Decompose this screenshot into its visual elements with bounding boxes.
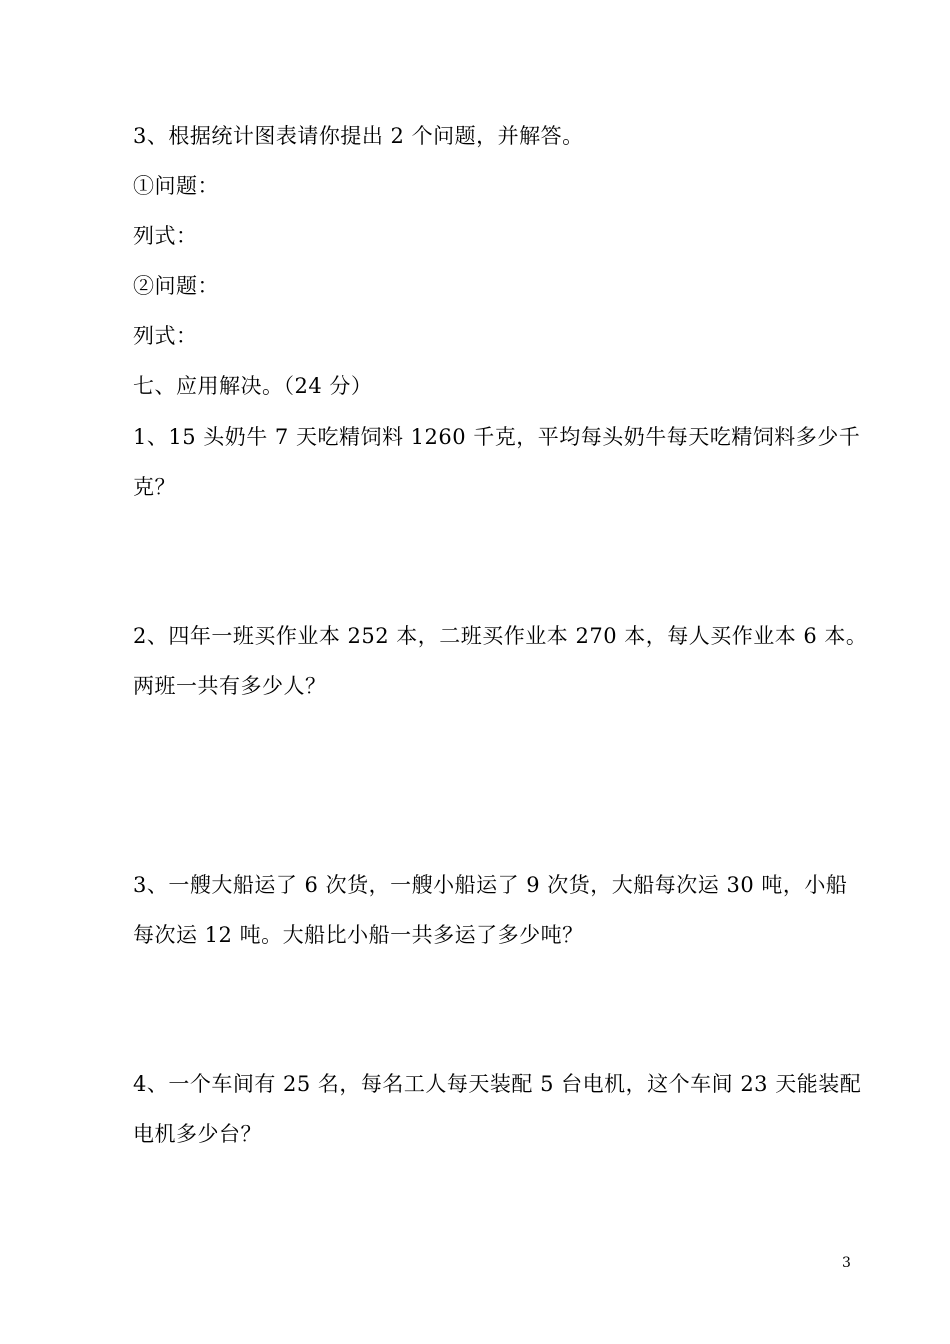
question-2-label: ②问题： (133, 274, 219, 298)
problem-1-line-1: 1、15 头奶牛 7 天吃精饲料 1260 千克，平均每头奶牛每天吃精饲料多少千 (133, 425, 861, 449)
page-number: 3 (842, 1255, 851, 1271)
section-7-heading: 七、应用解决。（24 分） (133, 374, 373, 398)
problem-2-line-2: 两班一共有多少人？ (133, 674, 327, 698)
question-1-label: ①问题： (133, 174, 219, 198)
question-1-formula-label: 列式： (133, 224, 198, 248)
problem-4-line-2: 电机多少台？ (133, 1122, 262, 1146)
question-3-prompt: 3、根据统计图表请你提出 2 个问题，并解答。 (133, 124, 584, 148)
problem-1-line-2: 克？ (133, 475, 176, 499)
problem-4-line-1: 4、一个车间有 25 名，每名工人每天装配 5 台电机，这个车间 23 天能装配 (133, 1072, 862, 1096)
problem-3-line-2: 每次运 12 吨。大船比小船一共多运了多少吨？ (133, 923, 584, 947)
problem-3-line-1: 3、一艘大船运了 6 次货，一艘小船运了 9 次货，大船每次运 30 吨，小船 (133, 873, 848, 897)
problem-2-line-1: 2、四年一班买作业本 252 本，二班买作业本 270 本，每人买作业本 6 本。 (133, 624, 868, 648)
question-2-formula-label: 列式： (133, 324, 198, 348)
